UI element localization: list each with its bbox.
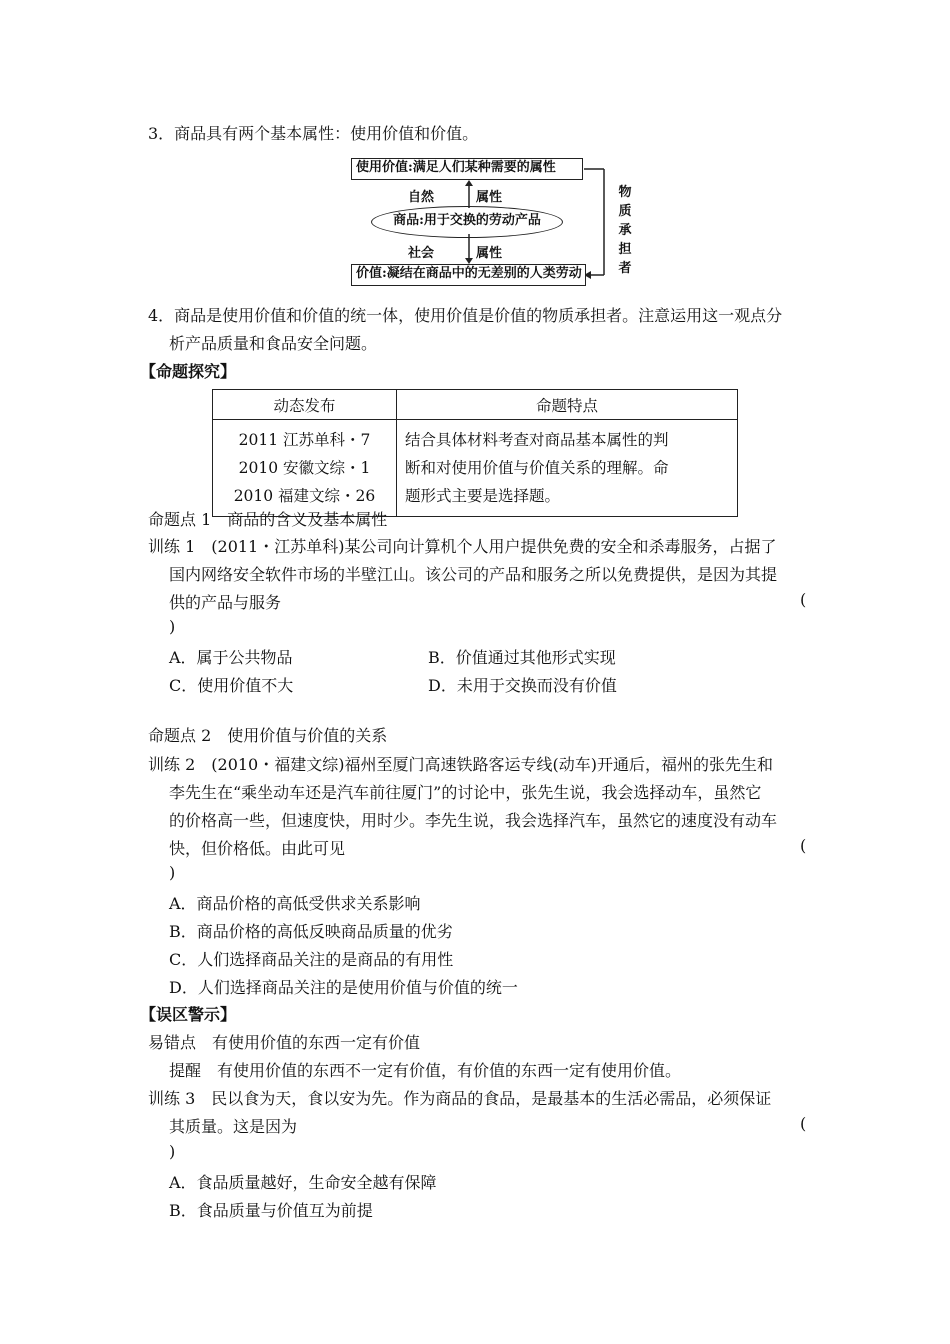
q1-option-b: B．价值通过其他形式实现 bbox=[428, 648, 616, 667]
q2-line-4: 快，但价格低。由此可见 bbox=[169, 839, 346, 858]
q1-paren-close: ) bbox=[169, 617, 176, 636]
feature-line: 结合具体材料考查对商品基本属性的判 bbox=[405, 431, 669, 449]
lower-label-right: 属性 bbox=[476, 246, 503, 261]
q2-line-1: 训练 2 (2010・福建文综)福州至厦门高速铁路客运专线(动车)开通后，福州的张先生和 bbox=[148, 755, 773, 774]
table-header-feature: 命题特点 bbox=[397, 390, 738, 420]
q3-paren-open: ( bbox=[800, 1114, 807, 1133]
commodity-ellipse: 商品:用于交换的劳动产品 bbox=[371, 206, 563, 238]
feature-line: 题形式主要是选择题。 bbox=[405, 487, 561, 505]
q1-line-1: 训练 1 (2011・江苏单科)某公司向计算机个人用户提供免费的安全和杀毒服务，占据了 bbox=[148, 537, 777, 556]
q2-paren-open: ( bbox=[800, 836, 807, 855]
q2-option-d: D．人们选择商品关注的是使用价值与价值的统一 bbox=[169, 978, 518, 997]
q2-paren-close: ) bbox=[169, 863, 176, 882]
q1-option-a: A．属于公共物品 bbox=[169, 648, 293, 667]
section-heading-explore: 【命题探究】 bbox=[140, 362, 237, 381]
upper-label-left: 自然 bbox=[408, 190, 435, 205]
source-item: 2010 安徽文综・1 bbox=[238, 459, 371, 477]
value-box: 价值:凝结在商品中的无差别的人类劳动 bbox=[351, 264, 586, 286]
source-item: 2010 福建文综・26 bbox=[233, 487, 376, 505]
error-point: 易错点 有使用价值的东西一定有价值 bbox=[148, 1033, 421, 1052]
q1-option-c: C．使用价值不大 bbox=[169, 676, 294, 695]
reminder: 提醒 有使用价值的东西不一定有价值，有价值的东西一定有使用价值。 bbox=[169, 1061, 682, 1080]
q3-option-a: A．食品质量越好，生命安全越有保障 bbox=[169, 1173, 437, 1192]
q1-paren-open: ( bbox=[800, 590, 807, 609]
lower-label-left: 社会 bbox=[408, 246, 435, 261]
q1-line-3: 供的产品与服务 bbox=[169, 593, 282, 612]
feature-line: 断和对使用价值与价值关系的理解。命 bbox=[405, 459, 669, 477]
point-4-line-1: 4．商品是使用价值和价值的统一体，使用价值是价值的物质承担者。注意运用这一观点分 bbox=[148, 306, 783, 325]
section-heading-warning: 【误区警示】 bbox=[140, 1005, 237, 1024]
topic-point-1-title: 命题点 1 商品的含义及基本属性 bbox=[148, 510, 388, 529]
use-value-box: 使用价值:满足人们某种需要的属性 bbox=[351, 158, 583, 180]
table-cell-features bbox=[397, 420, 738, 517]
side-label-material-bearer: 物 质 承 担 者 bbox=[618, 185, 632, 276]
q1-line-2: 国内网络安全软件市场的半壁江山。该公司的产品和服务之所以免费提供，是因为其提 bbox=[169, 565, 778, 584]
q1-option-d: D．未用于交换而没有价值 bbox=[428, 676, 617, 695]
topic-table bbox=[212, 389, 738, 517]
q3-line-1: 训练 3 民以食为天，食以安为先。作为商品的食品，是最基本的生活必需品，必须保证 bbox=[148, 1089, 772, 1108]
point-3-text: 3．商品具有两个基本属性：使用价值和价值。 bbox=[148, 124, 479, 143]
q2-option-b: B．商品价格的高低反映商品质量的优劣 bbox=[169, 922, 453, 941]
q3-option-b: B．食品质量与价值互为前提 bbox=[169, 1201, 373, 1220]
point-4-line-2: 析产品质量和食品安全问题。 bbox=[169, 334, 378, 353]
q3-line-2: 其质量。这是因为 bbox=[169, 1117, 298, 1136]
upper-label-right: 属性 bbox=[476, 190, 503, 205]
source-item: 2011 江苏单科・7 bbox=[238, 431, 371, 449]
table-header-source: 动态发布 bbox=[213, 390, 397, 420]
q3-paren-close: ) bbox=[169, 1142, 176, 1161]
topic-point-2-title: 命题点 2 使用价值与价值的关系 bbox=[148, 726, 388, 745]
q2-line-3: 的价格高一些，但速度快，用时少。李先生说，我会选择汽车，虽然它的速度没有动车 bbox=[169, 811, 778, 830]
table-cell-sources bbox=[213, 420, 397, 517]
q2-line-2: 李先生在“乘坐动车还是汽车前往厦门”的讨论中，张先生说，我会选择动车，虽然它 bbox=[169, 783, 762, 802]
q2-option-c: C．人们选择商品关注的是商品的有用性 bbox=[169, 950, 454, 969]
q2-option-a: A．商品价格的高低受供求关系影响 bbox=[169, 894, 421, 913]
